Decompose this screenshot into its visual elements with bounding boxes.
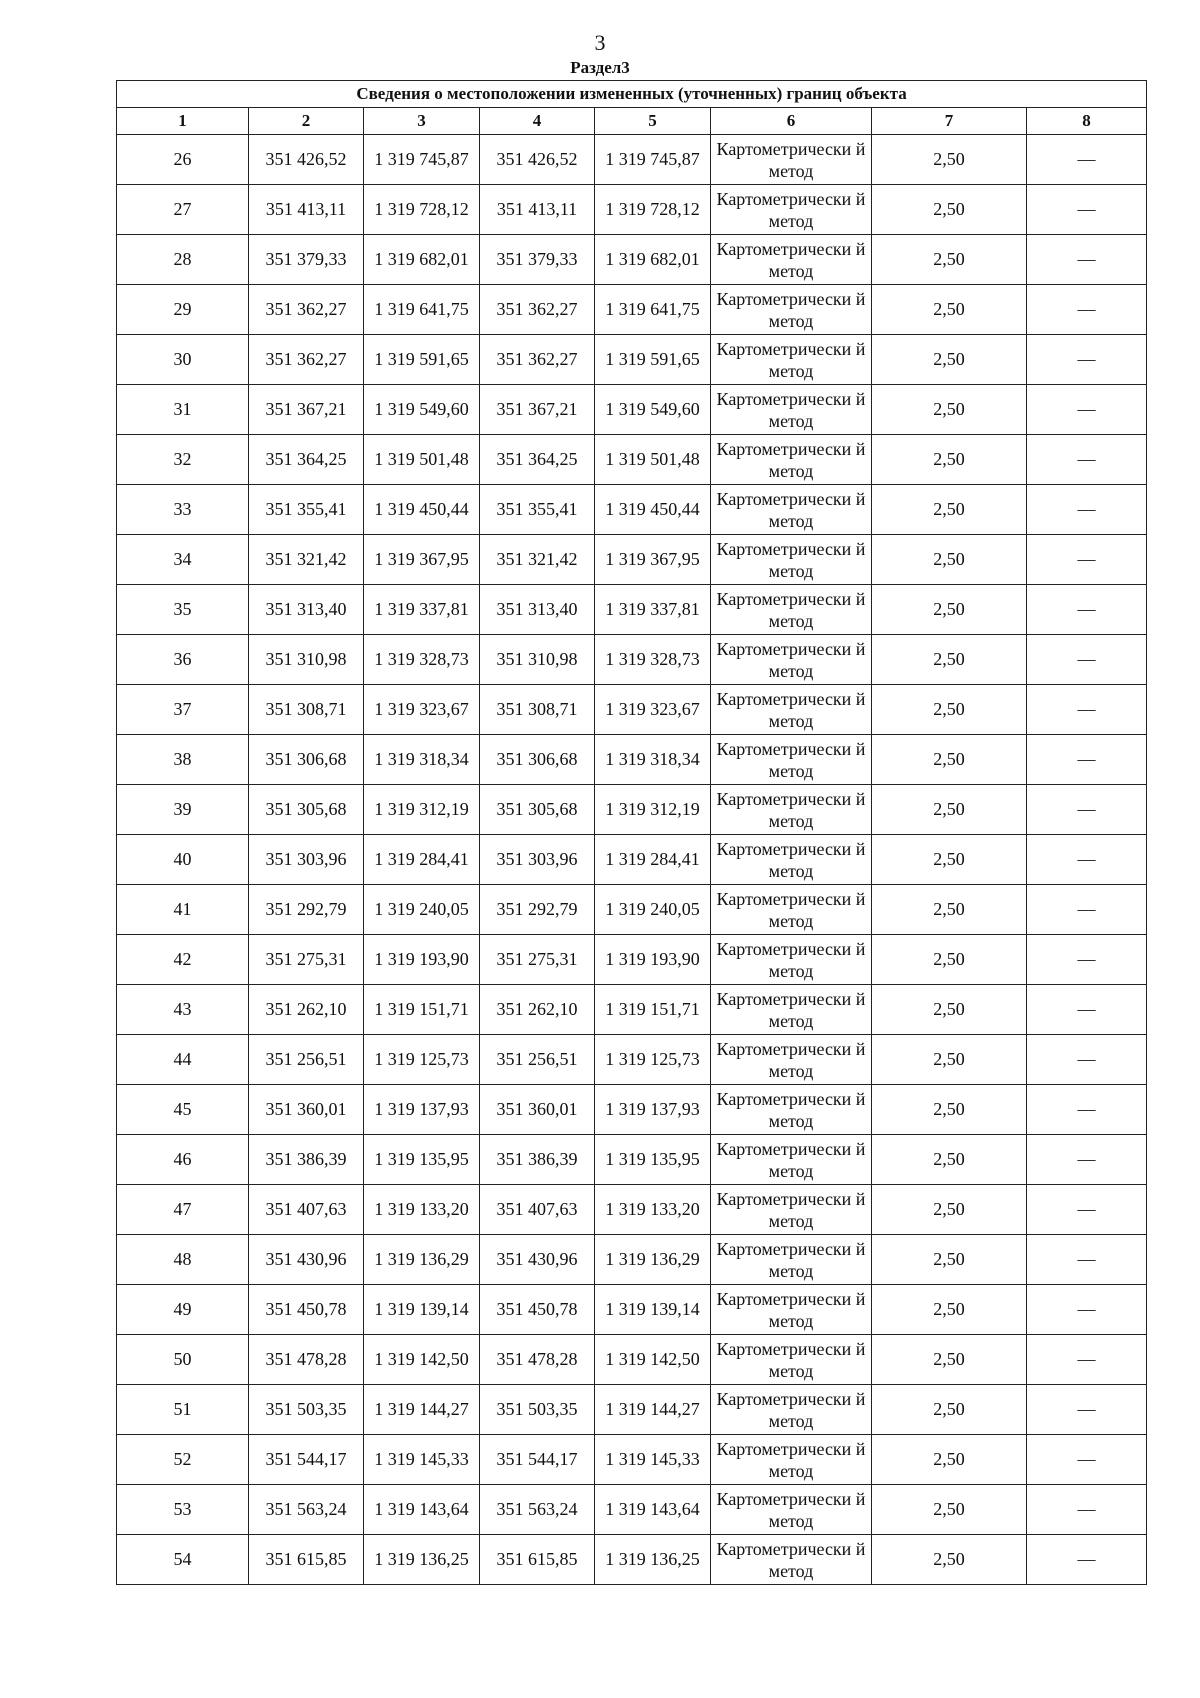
column-number: 3 <box>364 108 480 135</box>
point-number-cell: 50 <box>117 1335 249 1385</box>
x-coordinate-cell: 351 544,17 <box>249 1435 364 1485</box>
description-cell: — <box>1027 485 1147 535</box>
x-coordinate-cell: 351 503,35 <box>480 1385 595 1435</box>
precision-cell: 2,50 <box>872 585 1027 635</box>
y-coordinate-cell: 1 319 142,50 <box>595 1335 711 1385</box>
y-coordinate-cell: 1 319 136,25 <box>595 1535 711 1585</box>
x-coordinate-cell: 351 305,68 <box>480 785 595 835</box>
method-cell: Картометрически й метод <box>711 1385 872 1435</box>
x-coordinate-cell: 351 450,78 <box>480 1285 595 1335</box>
table-caption-row <box>117 81 1147 108</box>
method-cell: Картометрически й метод <box>711 1135 872 1185</box>
x-coordinate-cell: 351 430,96 <box>249 1235 364 1285</box>
section-title: Раздел3 <box>570 58 630 77</box>
y-coordinate-cell: 1 319 144,27 <box>595 1385 711 1435</box>
description-cell: — <box>1027 1285 1147 1335</box>
y-coordinate-cell: 1 319 240,05 <box>595 885 711 935</box>
y-coordinate-cell: 1 319 133,20 <box>364 1185 480 1235</box>
y-coordinate-cell: 1 319 143,64 <box>595 1485 711 1535</box>
method-cell: Картометрически й метод <box>711 835 872 885</box>
precision-cell: 2,50 <box>872 635 1027 685</box>
x-coordinate-cell: 351 362,27 <box>249 285 364 335</box>
description-cell: — <box>1027 585 1147 635</box>
y-coordinate-cell: 1 319 137,93 <box>595 1085 711 1135</box>
point-number-cell: 35 <box>117 585 249 635</box>
x-coordinate-cell: 351 308,71 <box>480 685 595 735</box>
x-coordinate-cell: 351 321,42 <box>480 535 595 585</box>
point-number-cell: 31 <box>117 385 249 435</box>
table-row <box>117 735 1147 785</box>
point-number-cell: 53 <box>117 1485 249 1535</box>
table-row <box>117 335 1147 385</box>
x-coordinate-cell: 351 426,52 <box>249 135 364 185</box>
point-number-cell: 30 <box>117 335 249 385</box>
y-coordinate-cell: 1 319 450,44 <box>364 485 480 535</box>
x-coordinate-cell: 351 306,68 <box>480 735 595 785</box>
y-coordinate-cell: 1 319 501,48 <box>364 435 480 485</box>
x-coordinate-cell: 351 367,21 <box>480 385 595 435</box>
x-coordinate-cell: 351 313,40 <box>249 585 364 635</box>
description-cell: — <box>1027 335 1147 385</box>
column-number: 6 <box>711 108 872 135</box>
y-coordinate-cell: 1 319 193,90 <box>364 935 480 985</box>
precision-cell: 2,50 <box>872 485 1027 535</box>
y-coordinate-cell: 1 319 136,29 <box>364 1235 480 1285</box>
precision-cell: 2,50 <box>872 735 1027 785</box>
y-coordinate-cell: 1 319 142,50 <box>364 1335 480 1385</box>
precision-cell: 2,50 <box>872 785 1027 835</box>
precision-cell: 2,50 <box>872 935 1027 985</box>
x-coordinate-cell: 351 308,71 <box>249 685 364 735</box>
x-coordinate-cell: 351 379,33 <box>249 235 364 285</box>
x-coordinate-cell: 351 426,52 <box>480 135 595 185</box>
x-coordinate-cell: 351 364,25 <box>249 435 364 485</box>
y-coordinate-cell: 1 319 133,20 <box>595 1185 711 1235</box>
precision-cell: 2,50 <box>872 335 1027 385</box>
y-coordinate-cell: 1 319 728,12 <box>595 185 711 235</box>
description-cell: — <box>1027 285 1147 335</box>
precision-cell: 2,50 <box>872 835 1027 885</box>
precision-cell: 2,50 <box>872 1085 1027 1135</box>
method-cell: Картометрически й метод <box>711 635 872 685</box>
description-cell: — <box>1027 1235 1147 1285</box>
description-cell: — <box>1027 1535 1147 1585</box>
x-coordinate-cell: 351 413,11 <box>249 185 364 235</box>
y-coordinate-cell: 1 319 139,14 <box>364 1285 480 1335</box>
precision-cell: 2,50 <box>872 1335 1027 1385</box>
x-coordinate-cell: 351 430,96 <box>480 1235 595 1285</box>
y-coordinate-cell: 1 319 367,95 <box>595 535 711 585</box>
point-number-cell: 44 <box>117 1035 249 1085</box>
table-body <box>117 135 1147 1585</box>
x-coordinate-cell: 351 303,96 <box>480 835 595 885</box>
point-number-cell: 34 <box>117 535 249 585</box>
x-coordinate-cell: 351 615,85 <box>480 1535 595 1585</box>
method-cell: Картометрически й метод <box>711 735 872 785</box>
y-coordinate-cell: 1 319 143,64 <box>364 1485 480 1535</box>
description-cell: — <box>1027 835 1147 885</box>
x-coordinate-cell: 351 407,63 <box>249 1185 364 1235</box>
description-cell: — <box>1027 735 1147 785</box>
y-coordinate-cell: 1 319 318,34 <box>595 735 711 785</box>
x-coordinate-cell: 351 362,27 <box>249 335 364 385</box>
x-coordinate-cell: 351 478,28 <box>480 1335 595 1385</box>
point-number-cell: 49 <box>117 1285 249 1335</box>
method-cell: Картометрически й метод <box>711 585 872 635</box>
point-number-cell: 33 <box>117 485 249 535</box>
point-number-cell: 26 <box>117 135 249 185</box>
y-coordinate-cell: 1 319 125,73 <box>595 1035 711 1085</box>
method-cell: Картометрически й метод <box>711 1335 872 1385</box>
description-cell: — <box>1027 985 1147 1035</box>
method-cell: Картометрически й метод <box>711 1035 872 1085</box>
table-row <box>117 1485 1147 1535</box>
precision-cell: 2,50 <box>872 535 1027 585</box>
y-coordinate-cell: 1 319 328,73 <box>364 635 480 685</box>
column-number: 8 <box>1027 108 1147 135</box>
y-coordinate-cell: 1 319 501,48 <box>595 435 711 485</box>
table-row <box>117 1235 1147 1285</box>
method-cell: Картометрически й метод <box>711 135 872 185</box>
x-coordinate-cell: 351 544,17 <box>480 1435 595 1485</box>
method-cell: Картометрически й метод <box>711 1185 872 1235</box>
precision-cell: 2,50 <box>872 1485 1027 1535</box>
method-cell: Картометрически й метод <box>711 785 872 835</box>
x-coordinate-cell: 351 407,63 <box>480 1185 595 1235</box>
x-coordinate-cell: 351 478,28 <box>249 1335 364 1385</box>
method-cell: Картометрически й метод <box>711 1235 872 1285</box>
description-cell: — <box>1027 1485 1147 1535</box>
table-row <box>117 385 1147 435</box>
y-coordinate-cell: 1 319 337,81 <box>595 585 711 635</box>
x-coordinate-cell: 351 292,79 <box>249 885 364 935</box>
y-coordinate-cell: 1 319 591,65 <box>595 335 711 385</box>
point-number-cell: 46 <box>117 1135 249 1185</box>
method-cell: Картометрически й метод <box>711 1285 872 1335</box>
table-row <box>117 135 1147 185</box>
x-coordinate-cell: 351 256,51 <box>249 1035 364 1085</box>
point-number-cell: 38 <box>117 735 249 785</box>
precision-cell: 2,50 <box>872 685 1027 735</box>
method-cell: Картометрически й метод <box>711 885 872 935</box>
precision-cell: 2,50 <box>872 1035 1027 1085</box>
x-coordinate-cell: 351 275,31 <box>480 935 595 985</box>
point-number-cell: 28 <box>117 235 249 285</box>
description-cell: — <box>1027 185 1147 235</box>
point-number-cell: 37 <box>117 685 249 735</box>
table-row <box>117 635 1147 685</box>
y-coordinate-cell: 1 319 240,05 <box>364 885 480 935</box>
point-number-cell: 42 <box>117 935 249 985</box>
y-coordinate-cell: 1 319 144,27 <box>364 1385 480 1435</box>
y-coordinate-cell: 1 319 318,34 <box>364 735 480 785</box>
method-cell: Картометрически й метод <box>711 335 872 385</box>
y-coordinate-cell: 1 319 139,14 <box>595 1285 711 1335</box>
description-cell: — <box>1027 685 1147 735</box>
method-cell: Картометрически й метод <box>711 935 872 985</box>
y-coordinate-cell: 1 319 145,33 <box>595 1435 711 1485</box>
point-number-cell: 45 <box>117 1085 249 1135</box>
table-caption: Сведения о местоположении измененных (уточненных) границ объекта <box>117 81 1147 108</box>
y-coordinate-cell: 1 319 682,01 <box>595 235 711 285</box>
x-coordinate-cell: 351 313,40 <box>480 585 595 635</box>
x-coordinate-cell: 351 386,39 <box>249 1135 364 1185</box>
point-number-cell: 27 <box>117 185 249 235</box>
y-coordinate-cell: 1 319 745,87 <box>595 135 711 185</box>
method-cell: Картометрически й метод <box>711 385 872 435</box>
point-number-cell: 39 <box>117 785 249 835</box>
y-coordinate-cell: 1 319 745,87 <box>364 135 480 185</box>
y-coordinate-cell: 1 319 549,60 <box>364 385 480 435</box>
precision-cell: 2,50 <box>872 435 1027 485</box>
description-cell: — <box>1027 435 1147 485</box>
page-number: 3 <box>594 30 606 55</box>
point-number-cell: 54 <box>117 1535 249 1585</box>
x-coordinate-cell: 351 360,01 <box>249 1085 364 1135</box>
description-cell: — <box>1027 135 1147 185</box>
x-coordinate-cell: 351 262,10 <box>480 985 595 1035</box>
y-coordinate-cell: 1 319 328,73 <box>595 635 711 685</box>
x-coordinate-cell: 351 262,10 <box>249 985 364 1035</box>
table-row <box>117 185 1147 235</box>
y-coordinate-cell: 1 319 367,95 <box>364 535 480 585</box>
description-cell: — <box>1027 1035 1147 1085</box>
table-row <box>117 435 1147 485</box>
boundary-table <box>116 80 1147 1585</box>
x-coordinate-cell: 351 386,39 <box>480 1135 595 1185</box>
x-coordinate-cell: 351 379,33 <box>480 235 595 285</box>
table-row <box>117 885 1147 935</box>
point-number-cell: 32 <box>117 435 249 485</box>
x-coordinate-cell: 351 256,51 <box>480 1035 595 1085</box>
point-number-cell: 29 <box>117 285 249 335</box>
method-cell: Картометрически й метод <box>711 485 872 535</box>
x-coordinate-cell: 351 615,85 <box>249 1535 364 1585</box>
x-coordinate-cell: 351 355,41 <box>249 485 364 535</box>
y-coordinate-cell: 1 319 145,33 <box>364 1435 480 1485</box>
table-row <box>117 585 1147 635</box>
method-cell: Картометрически й метод <box>711 285 872 335</box>
y-coordinate-cell: 1 319 323,67 <box>364 685 480 735</box>
y-coordinate-cell: 1 319 641,75 <box>364 285 480 335</box>
point-number-cell: 48 <box>117 1235 249 1285</box>
precision-cell: 2,50 <box>872 1285 1027 1335</box>
x-coordinate-cell: 351 275,31 <box>249 935 364 985</box>
precision-cell: 2,50 <box>872 135 1027 185</box>
method-cell: Картометрически й метод <box>711 535 872 585</box>
method-cell: Картометрически й метод <box>711 1485 872 1535</box>
x-coordinate-cell: 351 364,25 <box>480 435 595 485</box>
x-coordinate-cell: 351 362,27 <box>480 335 595 385</box>
x-coordinate-cell: 351 413,11 <box>480 185 595 235</box>
precision-cell: 2,50 <box>872 1235 1027 1285</box>
precision-cell: 2,50 <box>872 885 1027 935</box>
x-coordinate-cell: 351 321,42 <box>249 535 364 585</box>
x-coordinate-cell: 351 292,79 <box>480 885 595 935</box>
precision-cell: 2,50 <box>872 235 1027 285</box>
table-row <box>117 935 1147 985</box>
table-row <box>117 685 1147 735</box>
table-row <box>117 785 1147 835</box>
description-cell: — <box>1027 785 1147 835</box>
y-coordinate-cell: 1 319 125,73 <box>364 1035 480 1085</box>
y-coordinate-cell: 1 319 312,19 <box>595 785 711 835</box>
table-row <box>117 1135 1147 1185</box>
point-number-cell: 41 <box>117 885 249 935</box>
description-cell: — <box>1027 635 1147 685</box>
y-coordinate-cell: 1 319 193,90 <box>595 935 711 985</box>
column-number: 7 <box>872 108 1027 135</box>
description-cell: — <box>1027 885 1147 935</box>
x-coordinate-cell: 351 450,78 <box>249 1285 364 1335</box>
column-number: 1 <box>117 108 249 135</box>
precision-cell: 2,50 <box>872 1135 1027 1185</box>
y-coordinate-cell: 1 319 151,71 <box>364 985 480 1035</box>
column-number: 4 <box>480 108 595 135</box>
table-row <box>117 1535 1147 1585</box>
method-cell: Картометрически й метод <box>711 1435 872 1485</box>
x-coordinate-cell: 351 305,68 <box>249 785 364 835</box>
precision-cell: 2,50 <box>872 1535 1027 1585</box>
table-row <box>117 1035 1147 1085</box>
table-row <box>117 835 1147 885</box>
point-number-cell: 51 <box>117 1385 249 1435</box>
method-cell: Картометрически й метод <box>711 435 872 485</box>
table-row <box>117 1435 1147 1485</box>
method-cell: Картометрически й метод <box>711 185 872 235</box>
description-cell: — <box>1027 235 1147 285</box>
description-cell: — <box>1027 1335 1147 1385</box>
x-coordinate-cell: 351 367,21 <box>249 385 364 435</box>
y-coordinate-cell: 1 319 284,41 <box>595 835 711 885</box>
column-number-row <box>117 108 1147 135</box>
description-cell: — <box>1027 1435 1147 1485</box>
y-coordinate-cell: 1 319 549,60 <box>595 385 711 435</box>
precision-cell: 2,50 <box>872 1185 1027 1235</box>
precision-cell: 2,50 <box>872 985 1027 1035</box>
method-cell: Картометрически й метод <box>711 1535 872 1585</box>
point-number-cell: 43 <box>117 985 249 1035</box>
precision-cell: 2,50 <box>872 385 1027 435</box>
description-cell: — <box>1027 1185 1147 1235</box>
precision-cell: 2,50 <box>872 1435 1027 1485</box>
table-row <box>117 985 1147 1035</box>
method-cell: Картометрически й метод <box>711 685 872 735</box>
description-cell: — <box>1027 1385 1147 1435</box>
x-coordinate-cell: 351 563,24 <box>480 1485 595 1535</box>
method-cell: Картометрически й метод <box>711 1085 872 1135</box>
y-coordinate-cell: 1 319 151,71 <box>595 985 711 1035</box>
table-row <box>117 535 1147 585</box>
description-cell: — <box>1027 535 1147 585</box>
x-coordinate-cell: 351 503,35 <box>249 1385 364 1435</box>
x-coordinate-cell: 351 355,41 <box>480 485 595 535</box>
x-coordinate-cell: 351 303,96 <box>249 835 364 885</box>
x-coordinate-cell: 351 310,98 <box>480 635 595 685</box>
table-row <box>117 1285 1147 1335</box>
x-coordinate-cell: 351 306,68 <box>249 735 364 785</box>
column-number: 2 <box>249 108 364 135</box>
table-row <box>117 1085 1147 1135</box>
precision-cell: 2,50 <box>872 185 1027 235</box>
column-number: 5 <box>595 108 711 135</box>
x-coordinate-cell: 351 360,01 <box>480 1085 595 1135</box>
point-number-cell: 47 <box>117 1185 249 1235</box>
table-row <box>117 1335 1147 1385</box>
y-coordinate-cell: 1 319 135,95 <box>364 1135 480 1185</box>
table-row <box>117 235 1147 285</box>
description-cell: — <box>1027 935 1147 985</box>
y-coordinate-cell: 1 319 135,95 <box>595 1135 711 1185</box>
y-coordinate-cell: 1 319 728,12 <box>364 185 480 235</box>
description-cell: — <box>1027 1085 1147 1135</box>
y-coordinate-cell: 1 319 137,93 <box>364 1085 480 1135</box>
y-coordinate-cell: 1 319 337,81 <box>364 585 480 635</box>
x-coordinate-cell: 351 310,98 <box>249 635 364 685</box>
table-row <box>117 1185 1147 1235</box>
table-row <box>117 1385 1147 1435</box>
table-row <box>117 285 1147 335</box>
x-coordinate-cell: 351 362,27 <box>480 285 595 335</box>
y-coordinate-cell: 1 319 450,44 <box>595 485 711 535</box>
y-coordinate-cell: 1 319 284,41 <box>364 835 480 885</box>
y-coordinate-cell: 1 319 136,25 <box>364 1535 480 1585</box>
y-coordinate-cell: 1 319 641,75 <box>595 285 711 335</box>
y-coordinate-cell: 1 319 136,29 <box>595 1235 711 1285</box>
y-coordinate-cell: 1 319 682,01 <box>364 235 480 285</box>
point-number-cell: 52 <box>117 1435 249 1485</box>
method-cell: Картометрически й метод <box>711 985 872 1035</box>
precision-cell: 2,50 <box>872 285 1027 335</box>
precision-cell: 2,50 <box>872 1385 1027 1435</box>
method-cell: Картометрически й метод <box>711 235 872 285</box>
y-coordinate-cell: 1 319 312,19 <box>364 785 480 835</box>
point-number-cell: 36 <box>117 635 249 685</box>
y-coordinate-cell: 1 319 323,67 <box>595 685 711 735</box>
x-coordinate-cell: 351 563,24 <box>249 1485 364 1535</box>
description-cell: — <box>1027 1135 1147 1185</box>
point-number-cell: 40 <box>117 835 249 885</box>
table-row <box>117 485 1147 535</box>
y-coordinate-cell: 1 319 591,65 <box>364 335 480 385</box>
description-cell: — <box>1027 385 1147 435</box>
